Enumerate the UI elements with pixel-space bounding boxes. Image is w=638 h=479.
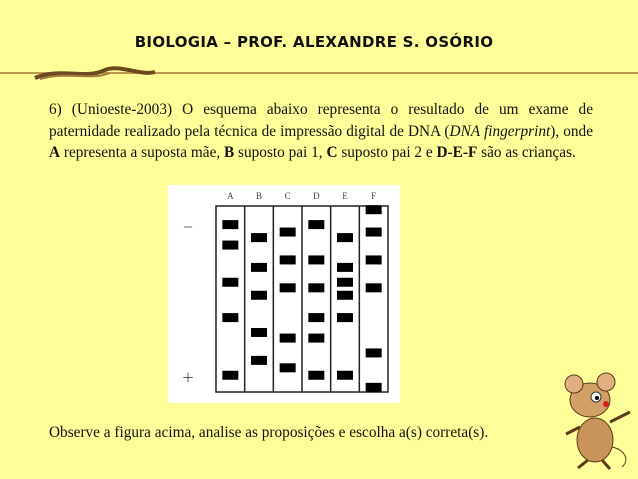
mouse-cartoon-icon	[560, 372, 638, 472]
title-text: BIOLOGIA – PROF. ALEXANDRE S. OSÓRIO	[134, 33, 494, 51]
dna-band	[337, 233, 353, 242]
decorative-rope-divider	[0, 62, 638, 82]
dna-band	[337, 263, 353, 272]
slide-title	[0, 33, 638, 51]
dna-band	[308, 255, 324, 264]
lane-label-b: B	[255, 191, 263, 201]
dna-band	[308, 220, 324, 229]
dna-band	[251, 263, 267, 272]
dna-band	[337, 313, 353, 322]
dna-band	[280, 334, 296, 343]
dna-band	[308, 371, 324, 380]
dna-band	[308, 334, 324, 343]
lane-label-e: E	[342, 191, 348, 201]
dna-band	[280, 283, 296, 292]
dna-band	[366, 228, 382, 237]
instruction-text: Observe a figura acima, analise as proposições e escolha a(s) correta(s).	[49, 424, 489, 441]
dna-band	[222, 313, 238, 322]
dna-band	[222, 371, 238, 380]
dna-band	[222, 220, 238, 229]
dna-band	[280, 255, 296, 264]
positive-pole-label: +	[182, 367, 194, 389]
dna-band	[251, 356, 267, 365]
dna-band	[366, 205, 382, 214]
dna-band	[337, 291, 353, 300]
dna-band	[366, 283, 382, 292]
dna-band	[251, 291, 267, 300]
dna-band	[251, 233, 267, 242]
dna-band	[366, 255, 382, 264]
dna-band	[337, 371, 353, 380]
gel-electrophoresis-diagram	[168, 185, 400, 403]
dna-band	[308, 313, 324, 322]
lane-label-a: A	[227, 191, 234, 201]
dna-band	[366, 348, 382, 357]
negative-pole-label: −	[182, 217, 194, 237]
dna-fingerprint-figure	[168, 185, 400, 403]
dna-band	[222, 241, 238, 250]
dna-band	[337, 278, 353, 287]
dna-band	[308, 283, 324, 292]
dna-band	[366, 383, 382, 392]
lane-label-f: F	[371, 191, 377, 201]
dna-band	[280, 228, 296, 237]
lane-label-d: D	[313, 191, 320, 201]
lane-label-c: C	[284, 191, 291, 201]
dna-band	[280, 363, 296, 372]
question-text: 6) (Unioeste-2003) O esquema abaixo representa o resultado de um exame de paternidade realizado pela técnica de impressão digital de DNA (DNA fingerprint), onde A representa a suposta mãe, B suposto pai 1, C suposto pai 2 e D-E-F são as crianças.	[49, 101, 593, 161]
dna-band	[222, 278, 238, 287]
dna-band	[251, 328, 267, 337]
